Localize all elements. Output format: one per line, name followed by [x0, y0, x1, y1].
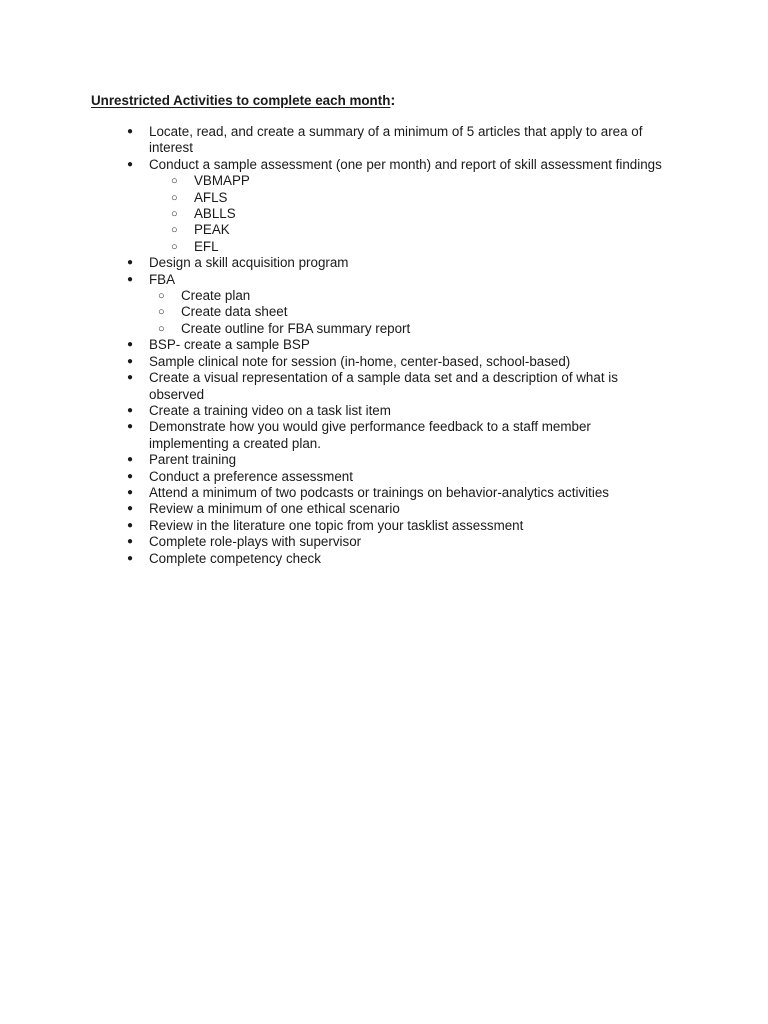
- bullet-icon: ●: [127, 454, 134, 466]
- sub-list-item-text: VBMAPP: [194, 173, 250, 189]
- sub-list-item-text: PEAK: [194, 222, 230, 238]
- page-title: [91, 92, 395, 109]
- hollow-bullet-icon: ○: [171, 208, 178, 221]
- list-item: [0, 354, 768, 370]
- sub-list-item-text: Create plan: [181, 288, 251, 304]
- sub-list-item-text: EFL: [194, 238, 219, 254]
- page-title-colon: :: [390, 92, 396, 109]
- list-item: [0, 255, 768, 271]
- hollow-bullet-icon: ○: [171, 175, 178, 188]
- list-item: [0, 272, 768, 338]
- list-item-text: Create a training video on a task list item: [149, 402, 391, 418]
- bullet-icon: ●: [127, 126, 134, 137]
- sub-list-item: [149, 222, 668, 238]
- list-item-text: Attend a minimum of two podcasts or trainings on behavior-analytics activities: [149, 484, 609, 500]
- list-item: [0, 469, 768, 485]
- sub-list-item-text: Create data sheet: [181, 304, 288, 320]
- sub-list-item: [149, 239, 668, 255]
- bullet-icon: ●: [127, 421, 134, 433]
- list-item: [0, 157, 768, 255]
- list-item: [0, 337, 768, 353]
- list-item-text: Complete competency check: [149, 550, 321, 566]
- list-item: [0, 551, 768, 567]
- list-item-text: Review a minimum of one ethical scenario: [149, 501, 400, 517]
- list-item-text: BSP- create a sample BSP: [149, 337, 310, 353]
- bullet-icon: ●: [127, 552, 134, 564]
- sub-list-item: [149, 288, 668, 304]
- list-item: [0, 485, 768, 501]
- list-item: [0, 124, 768, 157]
- bullet-icon: ●: [127, 404, 134, 416]
- list-item: [0, 534, 768, 550]
- hollow-bullet-icon: ○: [158, 322, 165, 335]
- list-item: [0, 403, 768, 419]
- hollow-bullet-icon: ○: [171, 191, 178, 204]
- sub-list: [149, 173, 668, 255]
- bullet-icon: ●: [127, 257, 134, 269]
- bullet-icon: ●: [127, 519, 134, 531]
- bullet-icon: ●: [127, 536, 134, 548]
- bullet-icon: ●: [127, 355, 134, 367]
- list-item-text: Conduct a preference assessment: [149, 468, 353, 484]
- sub-list-item: [149, 206, 668, 222]
- bullet-icon: ●: [127, 372, 134, 384]
- list-item-text: Conduct a sample assessment (one per month) and report of skill assessment findings: [149, 156, 662, 172]
- list-item: [0, 370, 768, 403]
- list-item-text: Review in the literature one topic from your tasklist assessment: [149, 517, 524, 533]
- list-item: [0, 452, 768, 468]
- sub-list-item-text: AFLS: [194, 189, 228, 205]
- sub-list-item: [149, 190, 668, 206]
- list-item-text: FBA: [149, 271, 176, 287]
- sub-list-item-text: ABLLS: [194, 206, 236, 222]
- activities-list: [0, 124, 768, 567]
- sub-list-item: [149, 321, 668, 337]
- list-item-text: Demonstrate how you would give performance feedback to a staff member implementing a created plan.: [149, 419, 591, 451]
- list-item: [0, 501, 768, 517]
- bullet-icon: ●: [127, 503, 134, 515]
- list-item: [0, 419, 768, 452]
- list-item: [0, 518, 768, 534]
- hollow-bullet-icon: ○: [171, 224, 178, 237]
- bullet-icon: ●: [127, 273, 134, 285]
- list-item-text: Locate, read, and create a summary of a minimum of 5 articles that apply to area of interest: [149, 124, 643, 156]
- bullet-icon: ●: [127, 158, 134, 170]
- hollow-bullet-icon: ○: [158, 290, 165, 303]
- list-item-text: Sample clinical note for session (in-home, center-based, school-based): [149, 353, 571, 369]
- list-item-text: Create a visual representation of a sample data set and a description of what is observed: [149, 370, 618, 402]
- page-title-text: Unrestricted Activities to complete each month: [91, 93, 391, 108]
- hollow-bullet-icon: ○: [158, 306, 165, 319]
- sub-list-item: [149, 173, 668, 189]
- list-item-text: Design a skill acquisition program: [149, 255, 349, 271]
- list-item-text: Complete role-plays with supervisor: [149, 534, 362, 550]
- sub-list-item-text: Create outline for FBA summary report: [181, 320, 411, 336]
- sub-list: [149, 288, 668, 337]
- sub-list-item: [149, 304, 668, 320]
- hollow-bullet-icon: ○: [171, 240, 178, 253]
- bullet-icon: ●: [127, 339, 134, 351]
- bullet-icon: ●: [127, 470, 134, 482]
- bullet-icon: ●: [127, 486, 134, 498]
- list-item-text: Parent training: [149, 452, 237, 468]
